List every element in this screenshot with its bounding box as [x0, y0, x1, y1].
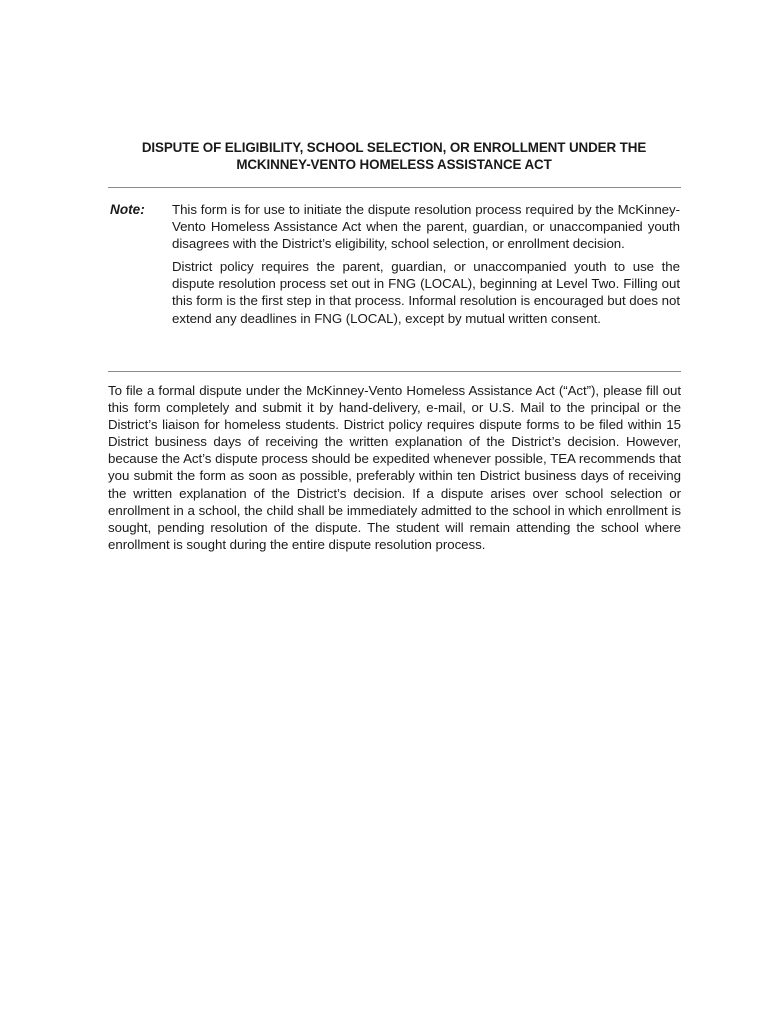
- middle-divider: [108, 371, 681, 372]
- title-line-1: DISPUTE OF ELIGIBILITY, SCHOOL SELECTION, OR ENROLLMENT UNDER THE: [141, 140, 647, 155]
- note-paragraph-1: This form is for use to initiate the dispute resolution process required by the McKinney-Vento Homeless Assistance Act when the parent, guardian, or unaccompanied youth disagrees with the District’s eligibility, school selection, or enrollment decision.: [172, 202, 680, 252]
- note-body: [172, 201, 680, 327]
- top-divider: [108, 187, 681, 188]
- title-line-2: MCKINNEY-VENTO HOMELESS ASSISTANCE ACT: [236, 157, 552, 172]
- instructions-paragraph: To file a formal dispute under the McKinney-Vento Homeless Assistance Act (“Act”), please fill out this form completely and submit it by hand-delivery, e-mail, or U.S. Mail to the principal or the District’s liaison for homeless students. District policy requires dispute forms to be filed within 15 District business days of receiving the written explanation of the District’s decision. However, because the Act’s dispute process should be expedited whenever possible, TEA recommends that you submit the form as soon as possible, preferably within ten District business days of receiving the written explanation of the District’s decision. If a dispute arises over school selection or enrollment in a school, the child shall be immediately admitted to the school in which enrollment is sought, pending resolution of the dispute. The student will remain attending the school where enrollment is sought during the entire dispute resolution process.: [108, 383, 681, 552]
- note-paragraph-2: District policy requires the parent, guardian, or unaccompanied youth to use the dispute resolution process set out in FNG (LOCAL), beginning at Level Two. Filling out this form is the first step in that process. Informal resolution is encouraged but does not extend any deadlines in FNG (LOCAL), except by mutual written consent.: [172, 259, 680, 326]
- note-label: Note:: [110, 202, 145, 217]
- document-title: [108, 139, 680, 173]
